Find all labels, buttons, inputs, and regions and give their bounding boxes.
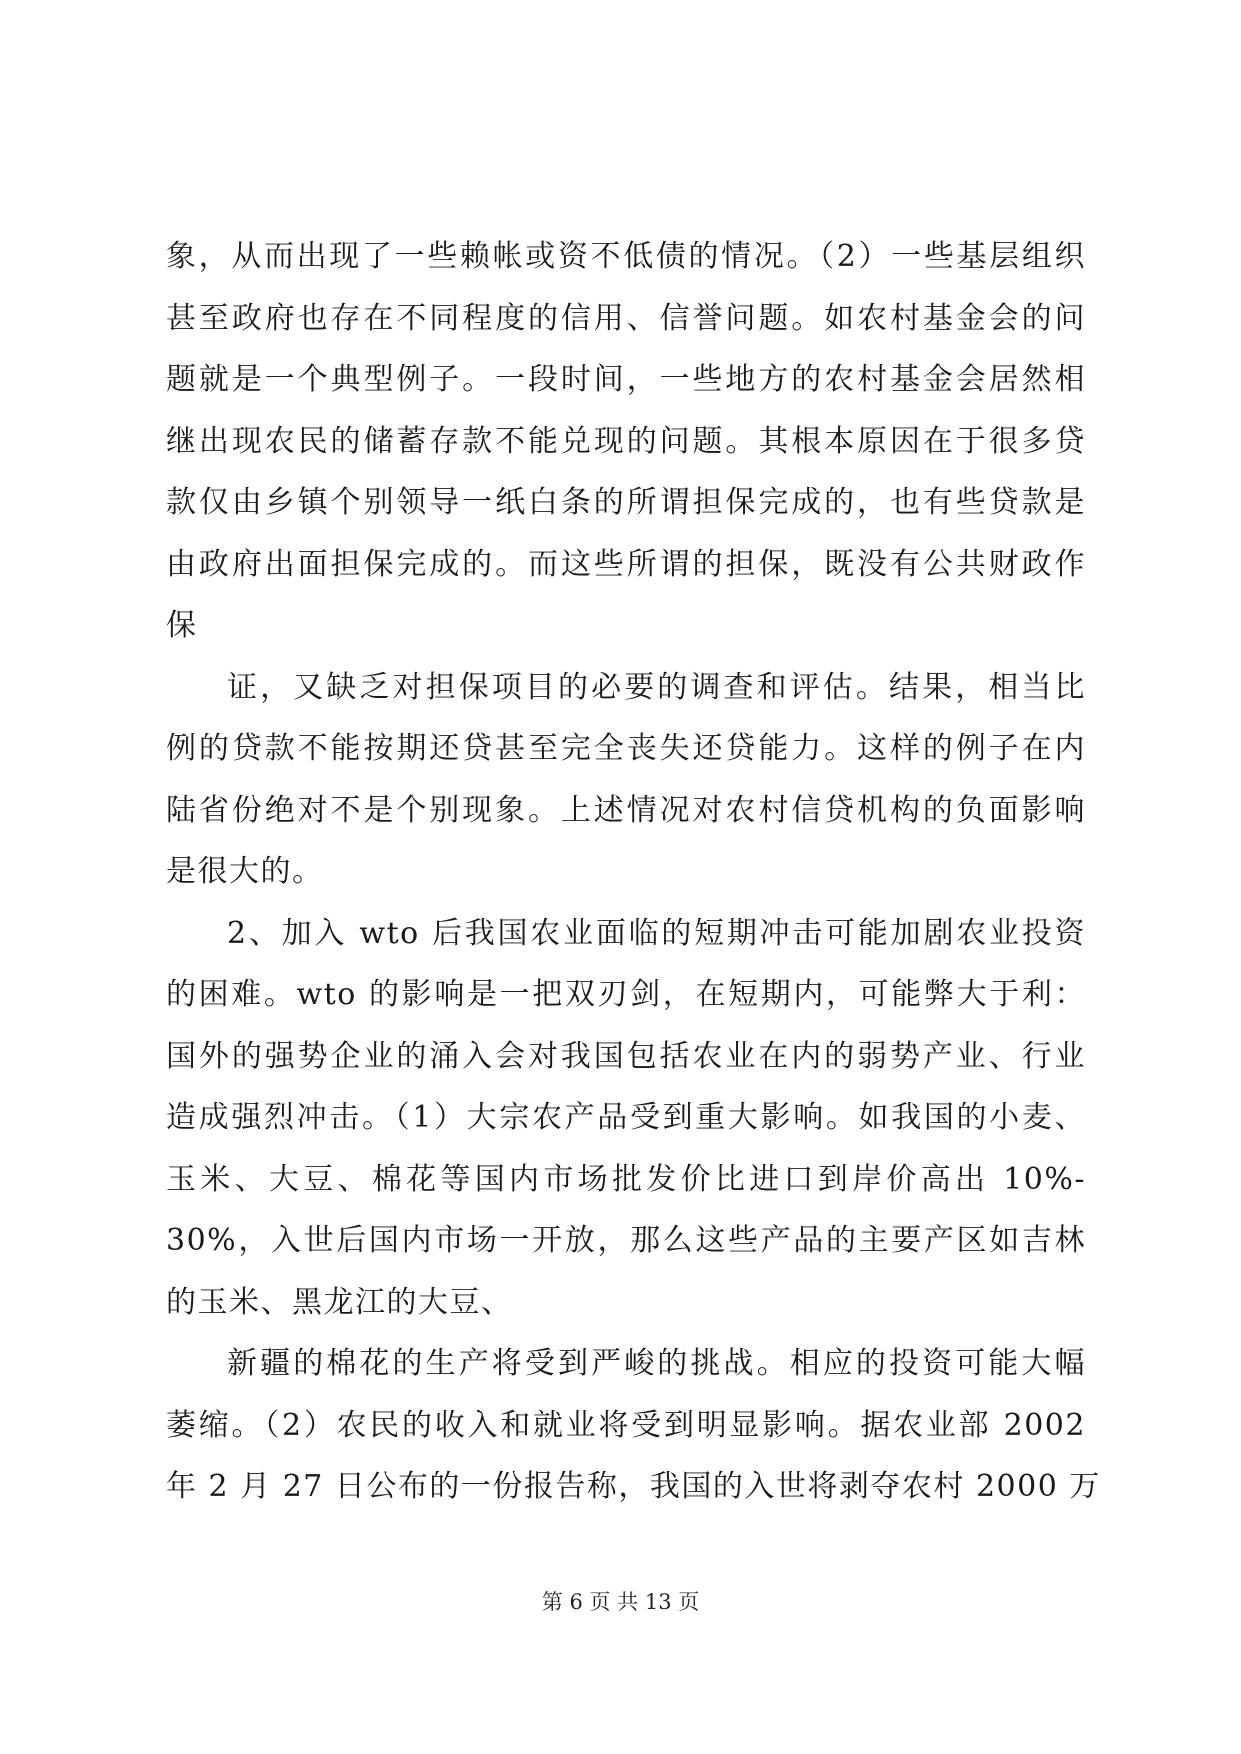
text-line: 由政府出面担保完成的。而这些所谓的担保，既没有公共财政作: [166, 546, 1086, 582]
text-line: 2、加入 wto 后我国农业面临的短期冲击可能加剧农业投资: [227, 915, 1086, 951]
text-line: 甚至政府也存在不同程度的信用、信誉问题。如农村基金会的问: [166, 300, 1086, 336]
body-text: [166, 226, 1101, 1518]
text-line: 国外的强势企业的涌入会对我国包括农业在内的弱势产业、行业: [166, 1038, 1086, 1074]
text-line: 的玉米、黑龙江的大豆、: [166, 1284, 513, 1320]
text-line: 例的贷款不能按期还贷甚至完全丧失还贷能力。这样的例子在内: [166, 731, 1086, 766]
text-line: 造成强烈冲击。（1）大宗农产品受到重大影响。如我国的小麦、: [166, 1100, 1086, 1135]
text-line: 题就是一个典型例子。一段时间，一些地方的农村基金会居然相: [166, 362, 1086, 397]
text-line: 保: [166, 608, 198, 643]
text-line: 象，从而出现了一些赖帐或资不低债的情况。（2）一些基层组织: [166, 239, 1086, 274]
text-line: 年 2 月 27 日公布的一份报告称，我国的入世将剥夺农村 2000 万: [166, 1469, 1101, 1504]
page-number-footer: 第 6 页 共 13 页: [541, 1590, 700, 1614]
text-line: 继出现农民的储蓄存款不能兑现的问题。其根本原因在于很多贷: [166, 423, 1086, 459]
text-line: 萎缩。（2）农民的收入和就业将受到明显影响。据农业部 2002: [166, 1407, 1086, 1443]
text-line: 款仅由乡镇个别领导一纸白条的所谓担保完成的，也有些贷款是: [166, 485, 1086, 520]
text-line: 陆省份绝对不是个别现象。上述情况对农村信贷机构的负面影响: [166, 792, 1086, 828]
text-line: 证，又缺乏对担保项目的必要的调查和评估。结果，相当比: [227, 669, 1086, 705]
text-line: 是很大的。: [166, 854, 324, 889]
text-line: 30%，入世后国内市场一开放，那么这些产品的主要产区如吉林: [166, 1223, 1086, 1258]
text-line: 的困难。wto 的影响是一把双刃剑，在短期内，可能弊大于利：: [166, 977, 1086, 1012]
text-line: 玉米、大豆、棉花等国内市场批发价比进口到岸价高出 10%-: [166, 1161, 1086, 1197]
text-line: 新疆的棉花的生产将受到严峻的挑战。相应的投资可能大幅: [227, 1346, 1086, 1381]
